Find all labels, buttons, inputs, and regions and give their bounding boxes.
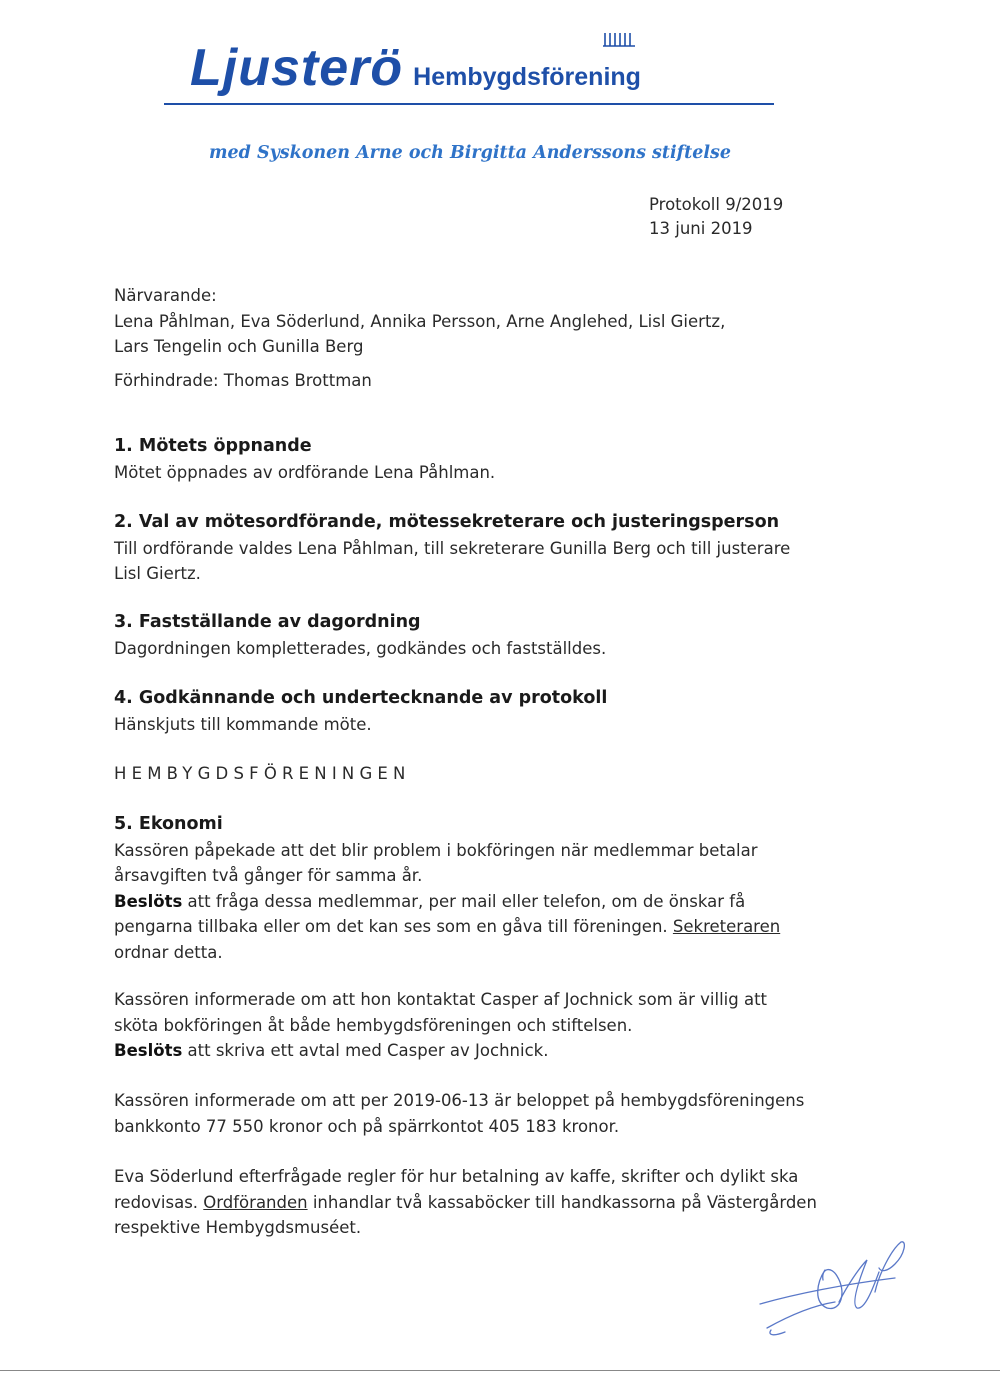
paragraph-line: [114, 1190, 884, 1216]
section-heading: 1. Mötets öppnande: [114, 436, 312, 456]
section-body: Dagordningen kompletterades, godkändes och fastställdes.: [114, 638, 607, 658]
attendance-absent: Förhindrade: Thomas Brottman: [114, 371, 372, 390]
paragraph-line: Kassören påpekade att det blir problem i bokföringen när medlemmar betalar: [114, 840, 758, 860]
subtitle: med Syskonen Arne och Birgitta Anderssons stiftelse: [208, 143, 732, 163]
paragraph-line: Kassören informerade om att per 2019-06-13 är beloppet på hembygdsföreningens: [114, 1091, 805, 1110]
logo: [190, 38, 641, 98]
page-bottom-edge: [0, 1370, 1000, 1371]
paragraph-text: inhandlar två kassaböcker till handkassorna på Västergården: [307, 1192, 817, 1212]
section-heading: 5. Ekonomi: [114, 814, 223, 834]
section-2: [114, 510, 884, 587]
protocol-number: Protokoll 9/2019: [649, 195, 784, 214]
fishing-fork-icon: [599, 30, 639, 48]
paragraph-line: bankkonto 77 550 kronor och på spärrkontot 405 183 kronor.: [114, 1116, 620, 1136]
section-body: Mötet öppnades av ordförande Lena Påhlman.: [114, 462, 496, 482]
header-rule: [164, 103, 774, 105]
present-line: Lena Påhlman, Eva Söderlund, Annika Persson, Arne Anglehed, Lisl Giertz,: [114, 311, 726, 331]
decision-label: Beslöts: [114, 1041, 183, 1060]
paragraph-line: sköta bokföringen åt både hembygdsföreningen och stiftelsen.: [114, 1015, 633, 1035]
decision-text: att fråga dessa medlemmar, per mail eller telefon, om de önskar få: [182, 891, 746, 911]
section-3: [114, 610, 884, 661]
section-5: [114, 812, 884, 965]
present-label: Närvarande:: [114, 286, 217, 305]
section-body: Lisl Giertz.: [114, 564, 201, 583]
underlined-role: Ordföranden: [203, 1192, 308, 1212]
protocol-date: 13 juni 2019: [649, 219, 753, 238]
logo-main-text: Ljusterö: [190, 39, 404, 97]
decision-label: Beslöts: [114, 891, 183, 911]
section-body: Till ordförande valdes Lena Påhlman, till sekreterare Gunilla Berg och till justerare: [114, 538, 791, 558]
section-5-paragraph-4: [114, 1164, 884, 1241]
underlined-role: Sekreteraren: [672, 917, 781, 936]
decision-line: [114, 1038, 884, 1064]
logo-sub-text: Hembygdsförening: [413, 63, 641, 91]
decision-line: [114, 889, 884, 915]
paragraph-line: Kassören informerade om att hon kontaktat Casper af Jochnick som är villig att: [114, 990, 768, 1009]
section-heading: 3. Fastställande av dagordning: [114, 612, 421, 632]
protocol-info: [649, 193, 783, 241]
decision-line: ordnar detta.: [114, 942, 223, 962]
section-1: [114, 434, 884, 485]
section-5-paragraph-3: [114, 1088, 884, 1139]
section-5-paragraph-2: [114, 987, 884, 1064]
paragraph-text: redovisas.: [114, 1192, 204, 1212]
decision-line: [114, 914, 884, 940]
attendance-present: [114, 283, 884, 360]
group-heading: HEMBYGDSFÖRENINGEN: [114, 764, 411, 783]
present-line: Lars Tengelin och Gunilla Berg: [114, 337, 364, 356]
section-heading: 2. Val av mötesordförande, mötessekreterare och justeringsperson: [114, 512, 780, 532]
paragraph-line: respektive Hembygdsmuséet.: [114, 1218, 362, 1237]
decision-text: att skriva ett avtal med Casper av Jochnick.: [182, 1041, 549, 1060]
decision-text: pengarna tillbaka eller om det kan ses som en gåva till föreningen.: [114, 917, 673, 936]
paragraph-line: Eva Söderlund efterfrågade regler för hur betalning av kaffe, skrifter och dylikt ska: [114, 1167, 799, 1186]
paragraph-line: årsavgiften två gånger för samma år.: [114, 866, 423, 885]
section-heading: 4. Godkännande och undertecknande av protokoll: [114, 688, 608, 708]
section-body: Hänskjuts till kommande möte.: [114, 714, 372, 734]
section-4: [114, 686, 884, 737]
signature-icon: [755, 1232, 915, 1342]
